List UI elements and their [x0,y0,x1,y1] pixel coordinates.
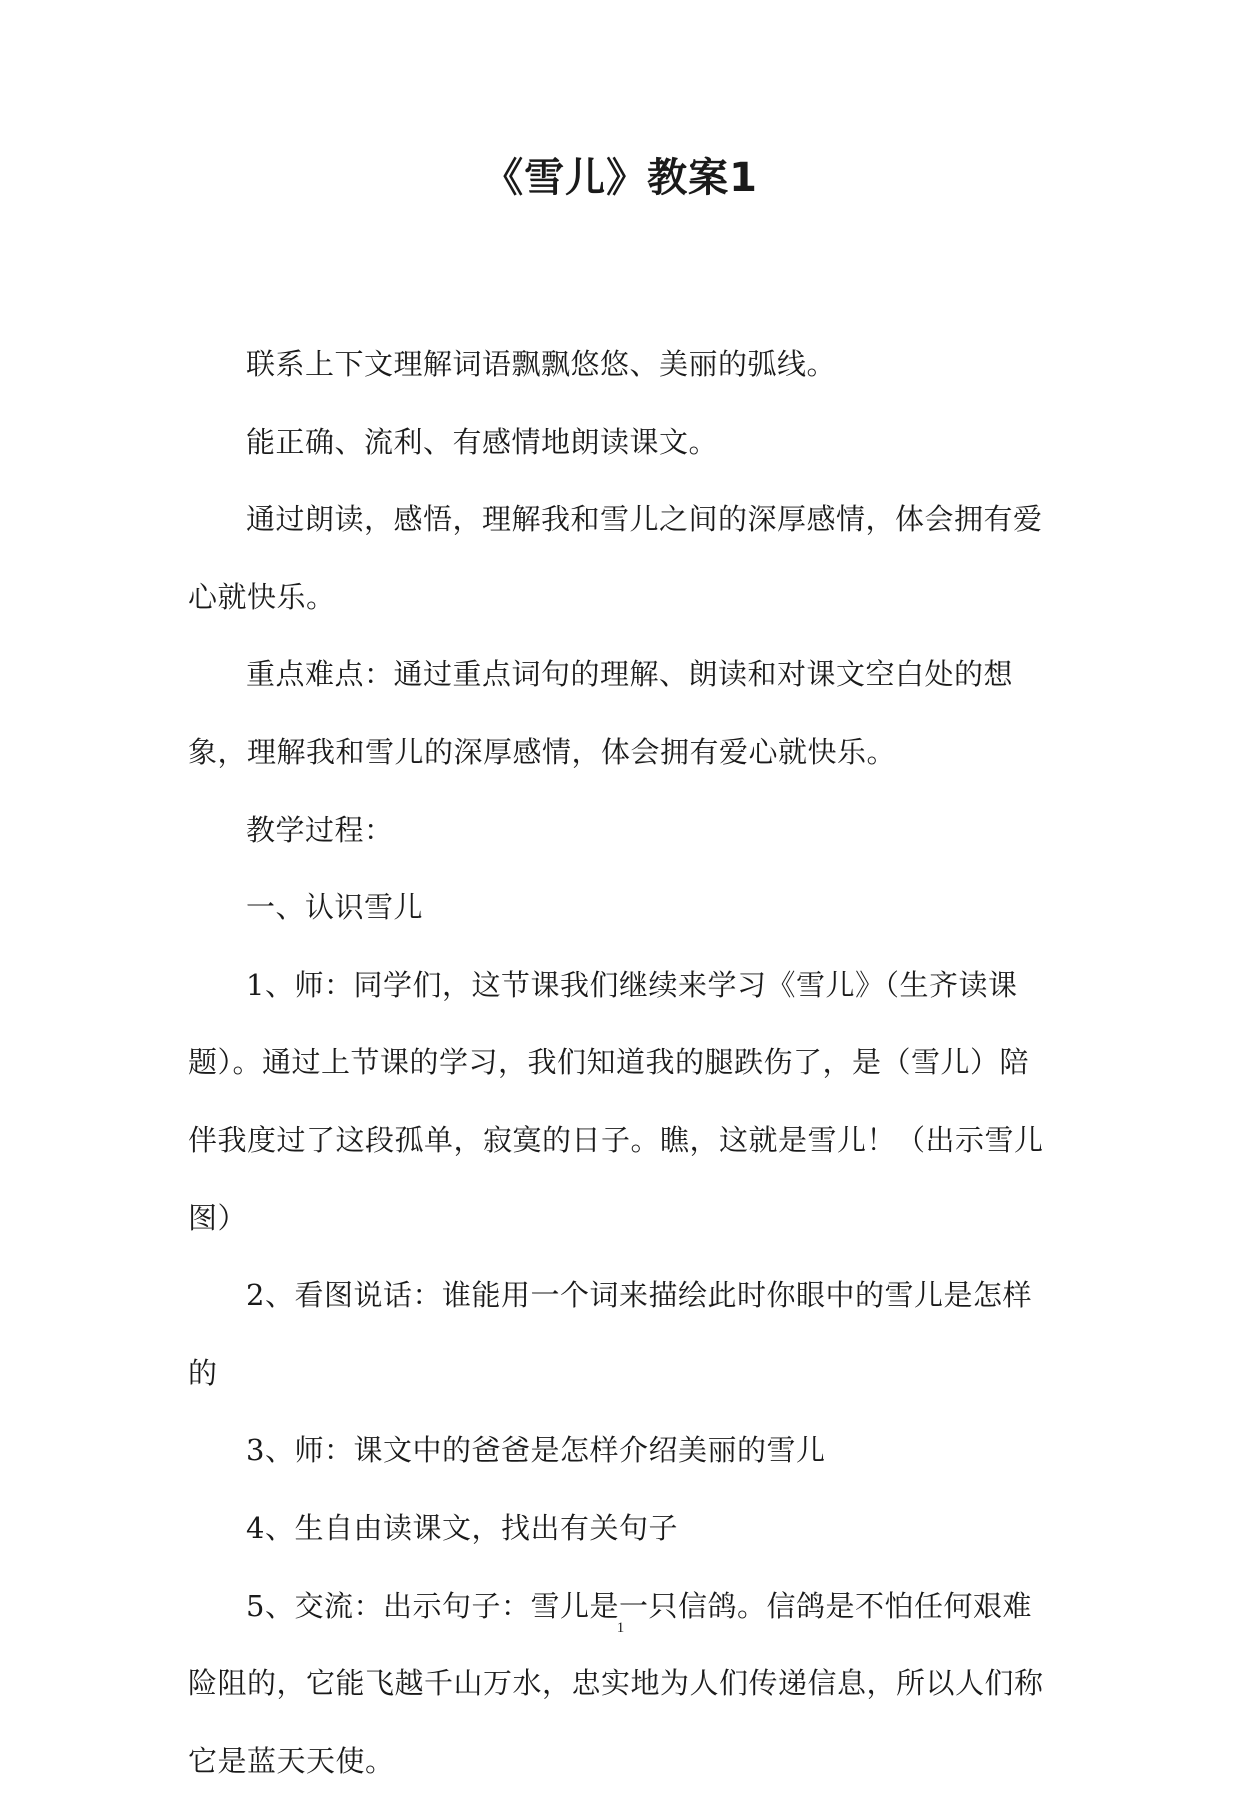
paragraph-step-5: 5、交流：出示句子：雪儿是一只信鸽。信鸽是不怕任何艰难险阻的，它能飞越千山万水，忠实地为人们传递信息，所以人们称它是蓝天天使。 [188,1568,1058,1800]
paragraph-step-1: 1、师：同学们，这节课我们继续来学习《雪儿》（生齐读课题）。通过上节课的学习，我们知道我的腿跌伤了，是（雪儿）陪伴我度过了这段孤单，寂寞的日子。瞧，这就是雪儿！（出示雪儿图） [188,947,1058,1257]
paragraph-step-3: 3、师：课文中的爸爸是怎样介绍美丽的雪儿 [188,1412,1058,1490]
paragraph-step-4: 4、生自由读课文，找出有关句子 [188,1490,1058,1568]
paragraph-process-heading: 教学过程： [188,792,1058,870]
paragraph-objective-reading: 能正确、流利、有感情地朗读课文。 [188,404,1058,482]
page-number: 1 [0,1618,1241,1638]
document-title: 《雪儿》教案1 [0,148,1241,208]
paragraph-step-2: 2、看图说话：谁能用一个词来描绘此时你眼中的雪儿是怎样的 [188,1257,1058,1412]
paragraph-objective-emotion: 通过朗读，感悟，理解我和雪儿之间的深厚感情，体会拥有爱心就快乐。 [188,481,1058,636]
paragraph-key-points: 重点难点：通过重点词句的理解、朗读和对课文空白处的想象，理解我和雪儿的深厚感情，体会拥有爱心就快乐。 [188,636,1058,791]
paragraph-objective-vocabulary: 联系上下文理解词语飘飘悠悠、美丽的弧线。 [188,326,1058,404]
paragraph-section-one-heading: 一、认识雪儿 [188,869,1058,947]
document-body [188,326,1058,1800]
